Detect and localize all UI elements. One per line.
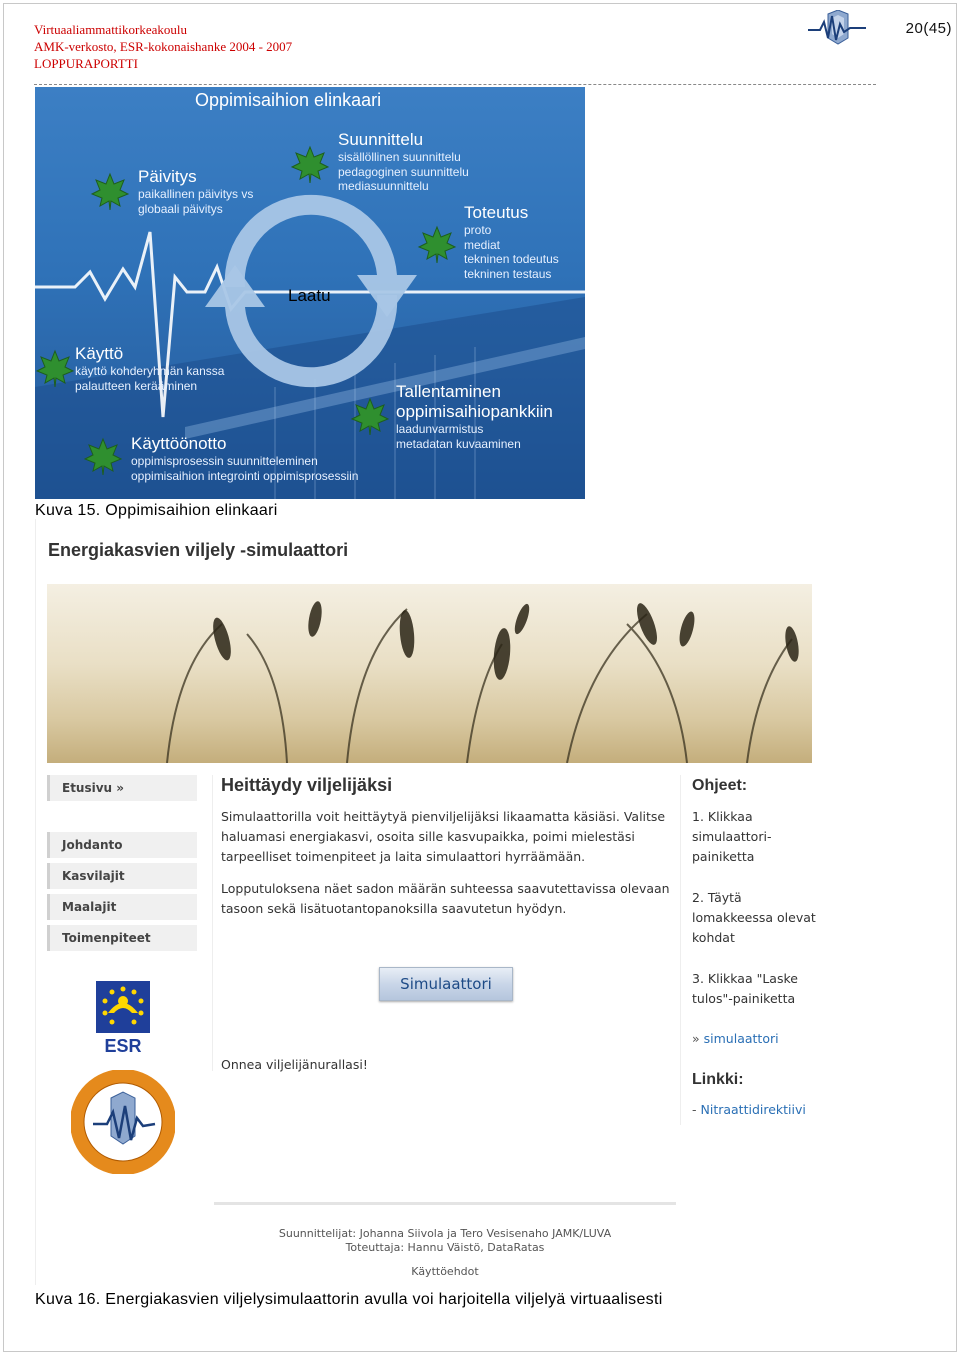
nitrate-directive-link[interactable] [692, 1102, 806, 1117]
nitrate-directive-link-label[interactable]: Nitraattidirektiivi [700, 1102, 806, 1117]
stage-heading: Tallentaminen [396, 382, 501, 401]
stage-item: mediasuunnittelu [338, 179, 429, 193]
nav-item-toimenpiteet[interactable]: Toimenpiteet [47, 925, 197, 951]
stage-item: proto [464, 223, 492, 237]
stage-use [75, 344, 224, 393]
stage-heading: Toteutus [464, 203, 529, 222]
stage-update [138, 167, 253, 216]
footer-designers: Suunnittelijat: Johanna Siivola ja Tero Vesisenaho JAMK/LUVA [278, 1227, 612, 1240]
simulator-link[interactable] [692, 1031, 779, 1046]
stage-heading: Käyttö [75, 344, 124, 363]
lifecycle-title: Oppimisaihion elinkaari [195, 90, 382, 110]
header-project: AMK-verkosto, ESR-kokonaishanke 2004 - 2007 [34, 39, 293, 54]
stage-planning [338, 130, 469, 194]
site-title: Energiakasvien viljely -simulaattori [48, 540, 349, 560]
esr-logo-text: ESR [104, 1036, 142, 1055]
virtuaali-amk-logo-icon [806, 10, 868, 48]
stage-item: oppimisprosessin suunnitteleminen [131, 454, 318, 468]
footer-divider [214, 1202, 676, 1205]
stage-item: pedagoginen suunnittelu [338, 164, 469, 179]
footer-terms-link[interactable]: Käyttöehdot [411, 1265, 479, 1278]
stage-item: oppimisaihion integrointi oppimisprosessiin [131, 468, 359, 483]
simulator-link-label[interactable]: simulaattori [703, 1031, 779, 1046]
wheat-banner-image [47, 584, 812, 763]
header-divider [34, 84, 876, 85]
maple-leaf-icon [290, 145, 330, 185]
intro-paragraph: Simulaattorilla voit heittäytyä pienviljelijäksi likaamatta käsiäsi. Valitse haluamasi energiakasvi, osoita sille kasvupaikka, poimi mielestäsi tarpeelliset toimenpiteet ja laita simulaattori hyrräämään. [221, 809, 666, 864]
nav-item-kasvilajit[interactable]: Kasvilajit [47, 863, 197, 889]
stage-implementation [464, 203, 559, 281]
stage-item: metadatan kuvaaminen [396, 436, 521, 451]
stage-item: sisällöllinen suunnittelu [338, 150, 461, 164]
instruction-step: 2. Täytä lomakkeessa olevat kohdat [692, 890, 816, 945]
lifecycle-figure [35, 87, 585, 499]
result-paragraph: Lopputuloksena näet sadon määrän suhteessa saavutettavissa olevaan tasoon sekä lisätuotantopanoksilla saavutetun hyödyn. [221, 881, 670, 916]
maple-leaf-icon [83, 437, 123, 477]
stage-item: globaali päivitys [138, 201, 223, 216]
quality-label: Laatu [288, 286, 331, 305]
maple-leaf-icon [350, 397, 390, 437]
maple-leaf-icon [417, 225, 457, 265]
stage-deployment [131, 434, 358, 483]
simulator-button[interactable]: Simulaattori [379, 967, 513, 1001]
main-content [212, 775, 672, 1071]
header-organization: Virtuaaliammattikorkeakoulu [34, 22, 188, 37]
stage-heading: Käyttöönotto [131, 434, 227, 453]
maple-leaf-icon [35, 349, 75, 389]
closing-text: Onnea viljelijänurallasi! [221, 1057, 368, 1072]
instruction-step: 1. Klikkaa simulaattori-painiketta [692, 809, 772, 864]
figure16-caption: Kuva 16. Energiakasvien viljelysimulaattorin avulla voi harjoitella viljelyä virtuaalisesti [35, 1291, 663, 1308]
stage-storing [396, 382, 553, 451]
stage-item: tekninen todeutus [464, 252, 559, 266]
stage-heading: Suunnittelu [338, 130, 424, 149]
header-report-title: LOPPURAPORTTI [34, 56, 138, 71]
nav-item-johdanto[interactable]: Johdanto [47, 832, 197, 858]
simulator-screenshot [35, 519, 818, 1285]
stage-item: tekninen testaus [464, 266, 552, 281]
instructions-sidebar [680, 775, 816, 1125]
nav-item-maalajit[interactable]: Maalajit [47, 894, 197, 920]
document-header [34, 21, 292, 72]
nav-item-etusivu[interactable]: Etusivu » [47, 775, 197, 801]
stage-item: paikallinen päivitys vs [138, 187, 254, 201]
link-dash: - [692, 1102, 697, 1117]
amk-production-seal-icon [71, 1070, 175, 1174]
stage-heading: Päivitys [138, 167, 197, 186]
stage-item: mediat [464, 237, 501, 252]
main-heading: Heittäydy viljelijäksi [221, 775, 393, 795]
link-bullet: » [692, 1031, 700, 1046]
stage-item: palautteen kerääminen [75, 378, 198, 393]
links-heading: Linkki: [692, 1071, 744, 1088]
maple-leaf-icon [90, 172, 130, 212]
stage-item: käyttö kohderyhmän kanssa [75, 364, 225, 378]
instructions-heading: Ohjeet: [692, 777, 748, 794]
page-number: 20(45) [905, 20, 952, 37]
stage-subheading: oppimisaihiopankkiin [396, 402, 553, 421]
figure15-caption: Kuva 15. Oppimisaihion elinkaari [35, 502, 278, 519]
instruction-step: 3. Klikkaa "Laske tulos"-painiketta [692, 971, 798, 1006]
stage-item: laadunvarmistus [396, 422, 484, 436]
wheat-field-illustration [47, 584, 812, 763]
esr-logo-icon [94, 979, 152, 1055]
footer-implementer: Toteuttaja: Hannu Väistö, DataRatas [345, 1241, 545, 1254]
